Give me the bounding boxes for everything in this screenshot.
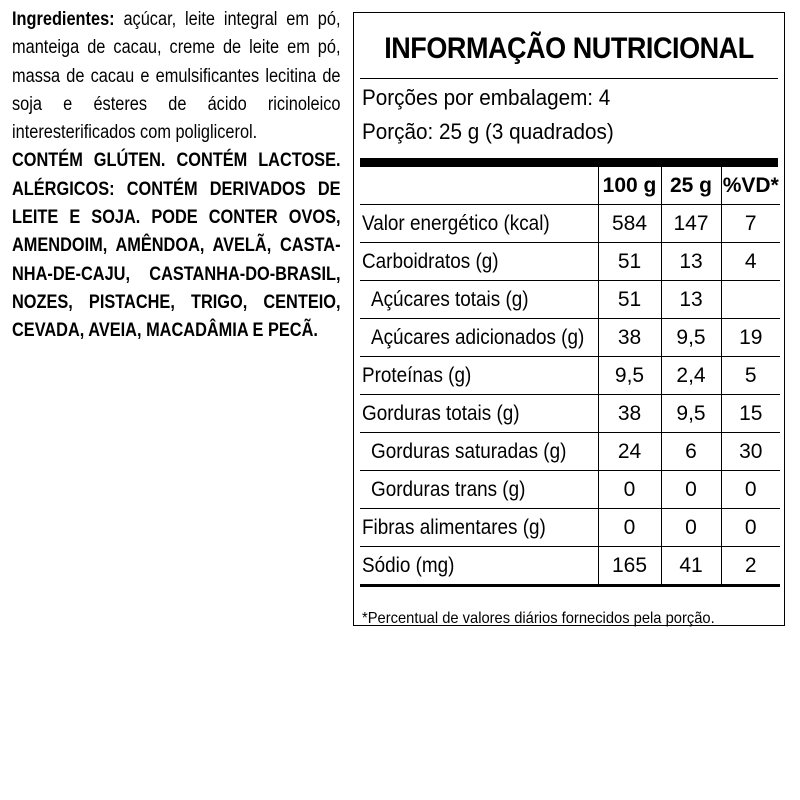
row-label: Gorduras totais (g): [362, 401, 520, 425]
nutrition-facts-panel: [353, 12, 785, 626]
value-vd: 0: [721, 471, 780, 509]
ingredients-label: Ingredientes:: [12, 9, 115, 30]
ingredients-block: [12, 6, 341, 346]
table-row: [360, 433, 780, 471]
table-row: [360, 395, 780, 433]
row-label: Valor energético (kcal): [362, 211, 550, 235]
row-label: Açúcares totais (g): [371, 287, 529, 311]
value-25g: 2,4: [661, 357, 721, 395]
allergen-statement: CONTÉM GLÚTEN. CONTÉM LACTOSE. ALÉRGICOS: CONTÉM DERIVADOS DE LEITE E SOJA. PODE CONTER OVOS, AMENDOIM, AMÊNDOA, AVELÃ, CASTANHA-DE-CAJU, CASTANHA-DO-BRASIL, NOZES, PISTACHE, TRIGO, CENTEIO, CEVADA, AVEIA, MACADÂMIA E PECÃ.: [12, 150, 341, 342]
value-vd: 4: [721, 243, 780, 281]
value-25g: 13: [661, 281, 721, 319]
row-label: Proteínas (g): [362, 363, 472, 387]
value-100g: 38: [598, 319, 661, 357]
value-25g: 9,5: [661, 319, 721, 357]
ingredients-text: açúcar, leite integral em pó, manteiga de cacau, creme de leite em pó, massa de cacau e emulsificantes lecitina de soja e ésteres de ácido ricinoleico interesterificados com poliglicerol.: [12, 9, 341, 144]
value-25g: 9,5: [661, 395, 721, 433]
value-vd: 15: [721, 395, 780, 433]
value-100g: 584: [598, 205, 661, 243]
value-25g: 0: [661, 509, 721, 547]
table-row: [360, 319, 780, 357]
value-25g: 0: [661, 471, 721, 509]
value-25g: 13: [661, 243, 721, 281]
value-100g: 9,5: [598, 357, 661, 395]
row-label: Sódio (mg): [362, 553, 455, 577]
footnote: *Percentual de valores diários fornecidos pela porção.: [362, 610, 715, 627]
table-row: [360, 281, 780, 319]
title-divider: [360, 78, 778, 79]
ingredients-paragraph: [12, 6, 341, 147]
value-100g: 165: [598, 547, 661, 586]
value-vd: 19: [721, 319, 780, 357]
value-25g: 147: [661, 205, 721, 243]
table-row: [360, 547, 780, 586]
serving-size: Porção: 25 g (3 quadrados): [362, 119, 614, 144]
servings-per-package: Porções por embalagem: 4: [362, 85, 611, 110]
value-100g: 51: [598, 243, 661, 281]
nutrition-title: INFORMAÇÃO NUTRICIONAL: [384, 32, 754, 65]
row-label: Açúcares adicionados (g): [371, 325, 585, 349]
value-100g: 0: [598, 509, 661, 547]
value-vd: 0: [721, 509, 780, 547]
table-row: [360, 205, 780, 243]
value-vd: [721, 281, 780, 319]
header-blank: [360, 167, 598, 205]
value-100g: 0: [598, 471, 661, 509]
value-vd: 2: [721, 547, 780, 586]
table-row: [360, 509, 780, 547]
header-vd: %VD*: [721, 167, 780, 205]
nutrition-table: [360, 167, 780, 587]
value-25g: 41: [661, 547, 721, 586]
value-vd: 30: [721, 433, 780, 471]
value-100g: 24: [598, 433, 661, 471]
row-label: Gorduras saturadas (g): [371, 439, 567, 463]
row-label: Gorduras trans (g): [371, 477, 526, 501]
value-vd: 5: [721, 357, 780, 395]
row-label: Carboidratos (g): [362, 249, 499, 273]
table-row: [360, 243, 780, 281]
table-row: [360, 471, 780, 509]
header-100g: 100 g: [598, 167, 661, 205]
value-25g: 6: [661, 433, 721, 471]
value-vd: 7: [721, 205, 780, 243]
table-row: [360, 357, 780, 395]
thick-divider: [360, 158, 778, 167]
value-100g: 38: [598, 395, 661, 433]
row-label: Fibras alimentares (g): [362, 515, 546, 539]
value-100g: 51: [598, 281, 661, 319]
header-25g: 25 g: [661, 167, 721, 205]
table-header-row: [360, 167, 780, 205]
